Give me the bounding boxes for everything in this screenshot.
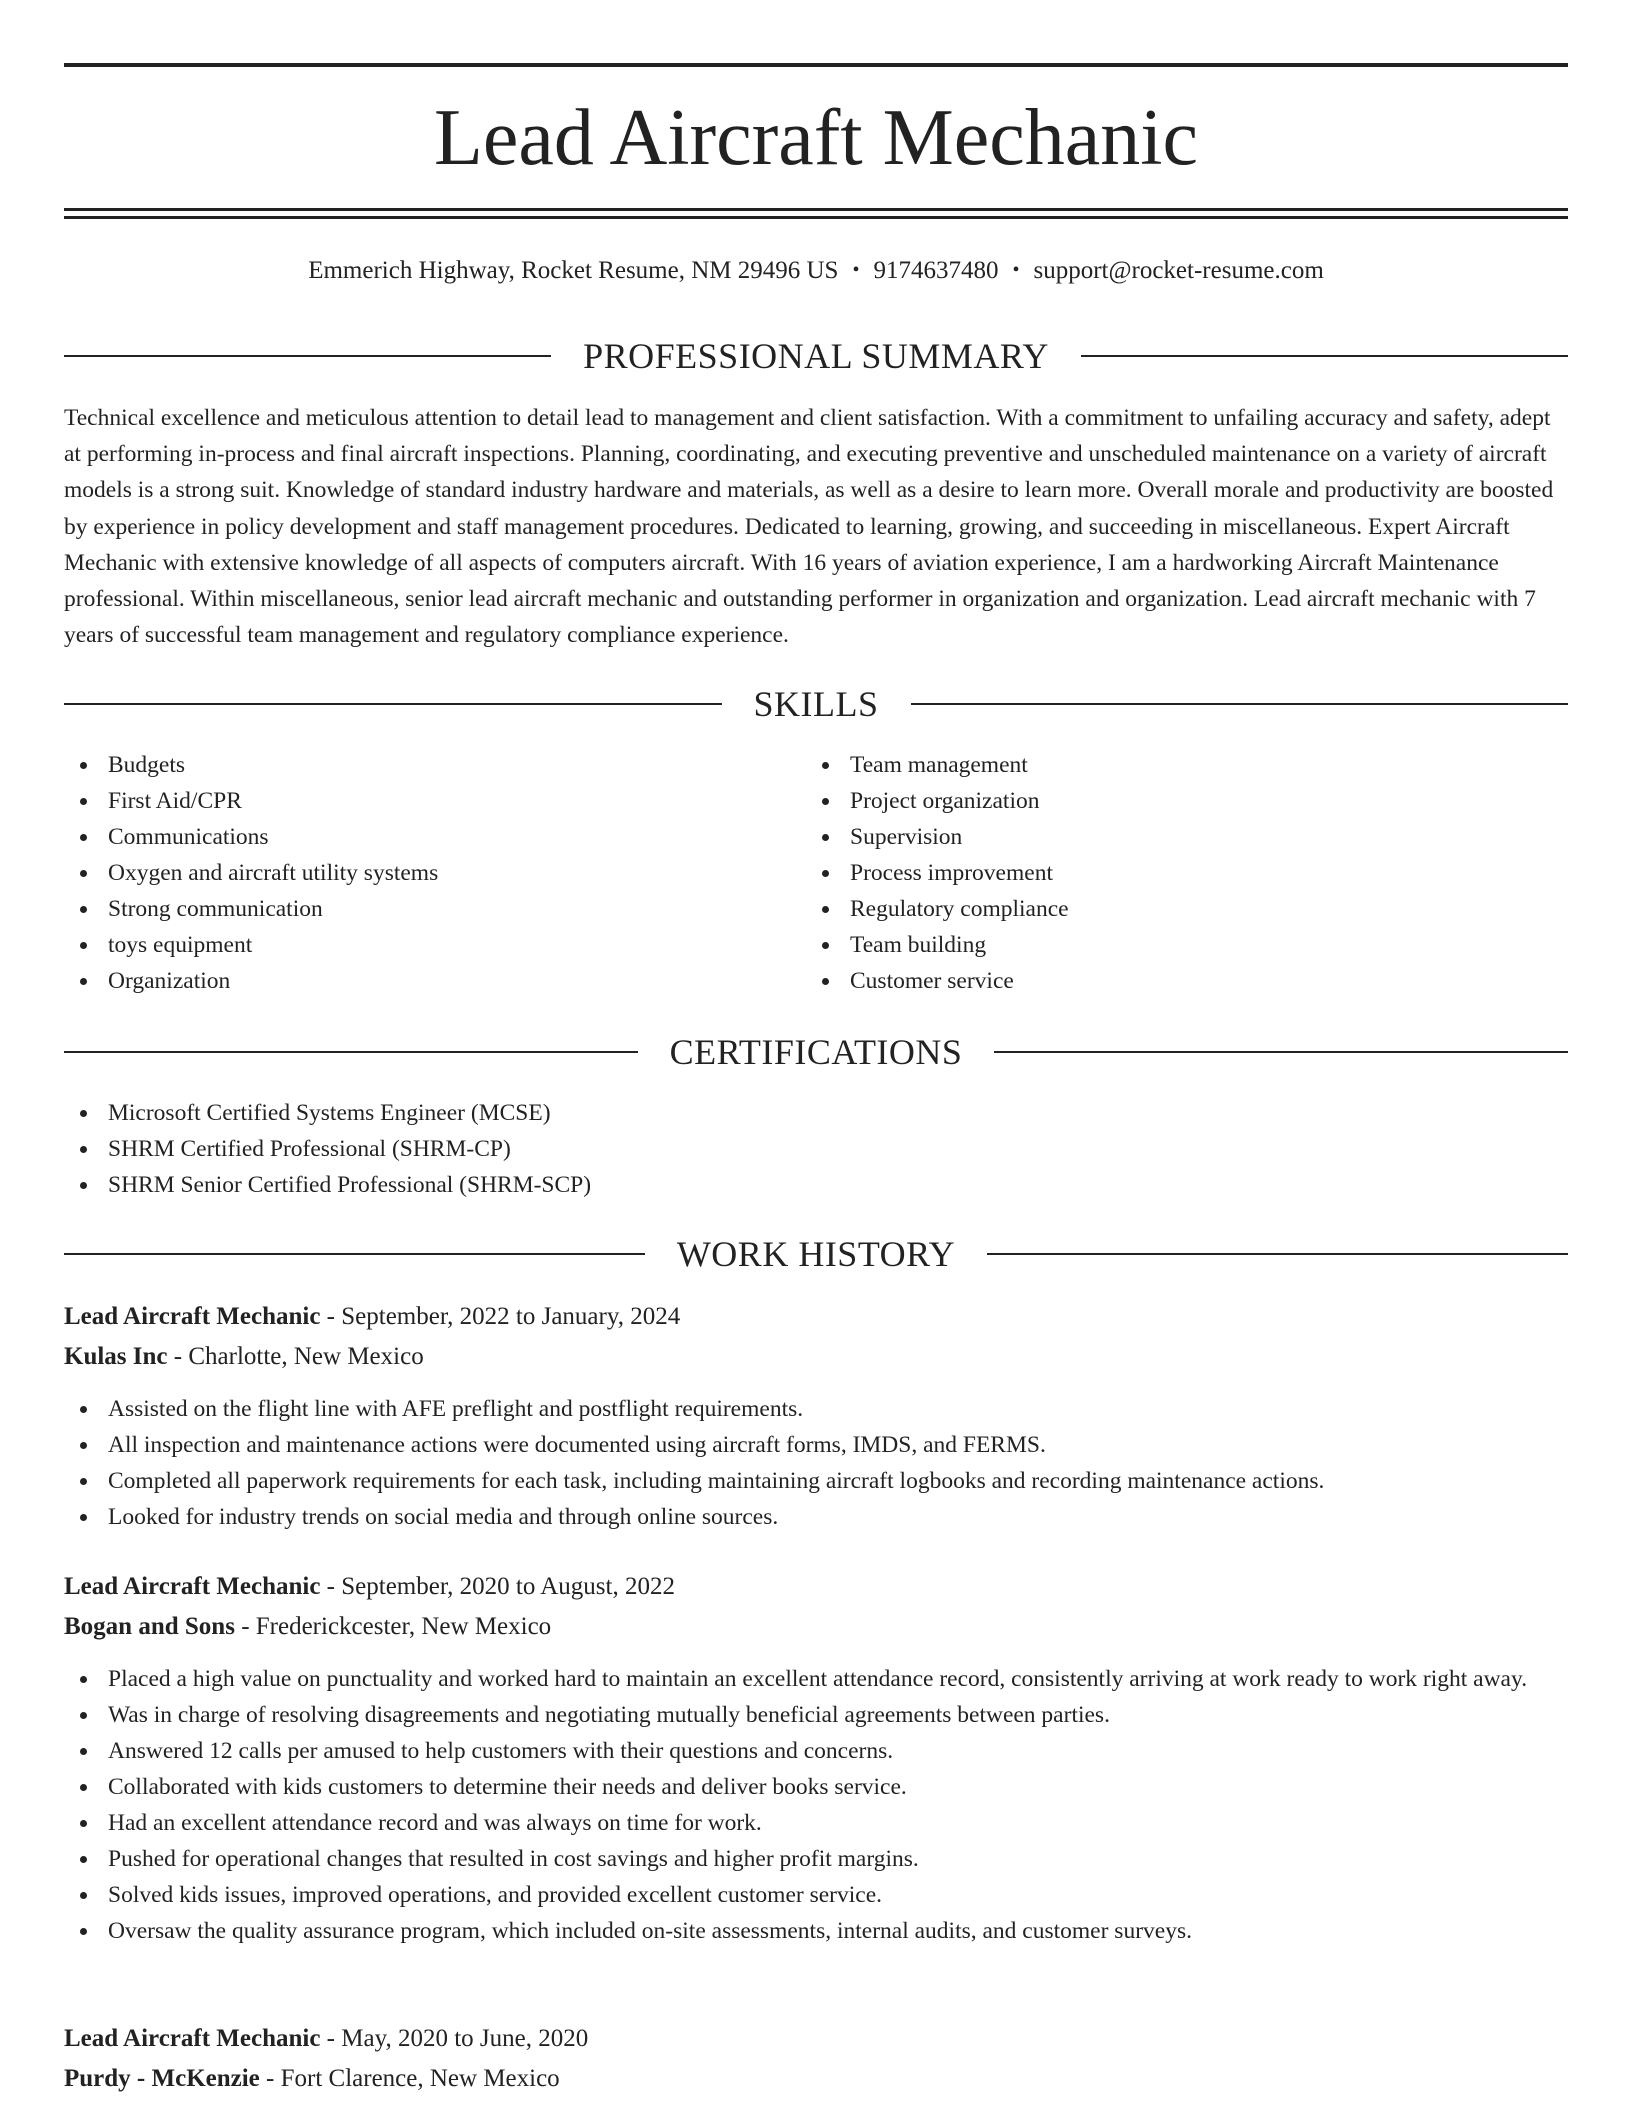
job-dates: September, 2020 to August, 2022 (341, 1573, 675, 1600)
section-title: SKILLS (753, 684, 879, 724)
header-top-rule (64, 63, 1568, 67)
skill-item: Project organization (806, 783, 1506, 819)
job-title: Lead Aircraft Mechanic (64, 1303, 321, 1330)
certifications-list (64, 1095, 1568, 1203)
section-rule (987, 1253, 1568, 1255)
skill-item: Oxygen and aircraft utility systems (64, 855, 764, 891)
certifications-section-header (64, 1030, 1568, 1074)
skill-item: First Aid/CPR (64, 783, 764, 819)
skill-item: Communications (64, 819, 764, 855)
certification-item: SHRM Senior Certified Professional (SHRM-SCP) (64, 1167, 1568, 1203)
header-double-rule (64, 208, 1568, 211)
skill-item: Budgets (64, 747, 764, 783)
section-title: CERTIFICATIONS (669, 1032, 963, 1072)
skills-section-header (64, 682, 1568, 726)
job-dates: May, 2020 to June, 2020 (341, 2025, 589, 2052)
contact-phone: 9174637480 (873, 257, 999, 284)
skill-item: Regulatory compliance (806, 891, 1506, 927)
job-title: Lead Aircraft Mechanic (64, 2025, 321, 2052)
joiner: - (320, 2025, 342, 2052)
job-bullets (64, 1661, 1568, 1949)
job-bullet: Completed all paperwork requirements for each task, including maintaining aircraft logbooks and recording maintenance actions. (64, 1463, 1568, 1499)
skill-item: Team management (806, 747, 1506, 783)
job-company: Bogan and Sons (64, 1613, 235, 1640)
job-bullet: Had an excellent attendance record and was always on time for work. (64, 1805, 1568, 1841)
job-bullet: Assisted on the flight line with AFE preflight and postflight requirements. (64, 1391, 1568, 1427)
job-company-line (64, 2059, 1568, 2099)
contact-separator: • (852, 259, 860, 281)
skills-list-right (806, 747, 1506, 999)
job-company: Purdy - McKenzie (64, 2065, 260, 2092)
job-location: Frederickcester, New Mexico (255, 1613, 552, 1640)
summary-text: Technical excellence and meticulous attention to detail lead to management and client satisfaction. With a commitment to unfailing accuracy and safety, adept at performing in-process and final aircraft inspections. Planning, coordinating, and executing preventive and unscheduled maintenance on a variety of aircraft models is a strong suit. Knowledge of standard industry hardware and materials, as well as a desire to learn more. Overall morale and productivity are boosted by experience in policy development and staff management procedures. Dedicated to learning, growing, and succeeding in miscellaneous. Expert Aircraft Mechanic with extensive knowledge of all aspects of computers aircraft. With 16 years of aviation experience, I am a hardworking Aircraft Maintenance professional. Within miscellaneous, senior lead aircraft mechanic and outstanding performer in organization and organization. Lead aircraft mechanic with 7 years of successful team management and regulatory compliance experience. (64, 405, 1554, 649)
certification-item: Microsoft Certified Systems Engineer (MCSE) (64, 1095, 1568, 1131)
job-location: Fort Clarence, New Mexico (280, 2065, 560, 2092)
joiner: - (234, 1613, 256, 1640)
skill-item: Organization (64, 963, 764, 999)
skill-item: Supervision (806, 819, 1506, 855)
section-rule (64, 1051, 638, 1053)
section-rule (1081, 355, 1568, 357)
job-bullet: Answered 12 calls per amused to help customers with their questions and concerns. (64, 1733, 1568, 1769)
section-rule (994, 1051, 1568, 1053)
work-history-section-header (64, 1232, 1568, 1276)
section-rule (64, 355, 551, 357)
header-double-rule (64, 216, 1568, 219)
job-bullet: Pushed for operational changes that resulted in cost savings and higher profit margins. (64, 1841, 1568, 1877)
job-title-line (64, 2019, 1568, 2059)
resume-title: Lead Aircraft Mechanic (433, 94, 1199, 182)
job-dates: September, 2022 to January, 2024 (341, 1303, 681, 1330)
job-title: Lead Aircraft Mechanic (64, 1573, 321, 1600)
summary-section-header (64, 334, 1568, 378)
job-bullet: Looked for industry trends on social media and through online sources. (64, 1499, 1568, 1535)
contact-email: support@rocket-resume.com (1033, 257, 1324, 284)
job-bullet: Oversaw the quality assurance program, which included on-site assessments, internal audits, and customer surveys. (64, 1913, 1568, 1949)
job-company: Kulas Inc (64, 1343, 168, 1370)
contact-separator: • (1012, 259, 1020, 281)
skill-item: Team building (806, 927, 1506, 963)
skill-item: Process improvement (806, 855, 1506, 891)
joiner: - (320, 1303, 342, 1330)
job-bullet: Solved kids issues, improved operations, and provided excellent customer service. (64, 1877, 1568, 1913)
job-bullet: All inspection and maintenance actions were documented using aircraft forms, IMDS, and FERMS. (64, 1427, 1568, 1463)
contact-line (64, 254, 1568, 289)
section-title: WORK HISTORY (676, 1234, 956, 1274)
certification-item: SHRM Certified Professional (SHRM-CP) (64, 1131, 1568, 1167)
job-location: Charlotte, New Mexico (188, 1343, 424, 1370)
skills-list-left (64, 747, 764, 999)
job-bullet: Was in charge of resolving disagreements and negotiating mutually beneficial agreements between parties. (64, 1697, 1568, 1733)
job-bullet: Collaborated with kids customers to determine their needs and deliver books service. (64, 1769, 1568, 1805)
section-title: PROFESSIONAL SUMMARY (583, 336, 1049, 376)
contact-address: Emmerich Highway, Rocket Resume, NM 29496 US (308, 257, 839, 284)
joiner: - (167, 1343, 189, 1370)
section-rule (64, 1253, 645, 1255)
joiner: - (320, 1573, 342, 1600)
section-rule (64, 703, 722, 705)
skill-item: toys equipment (64, 927, 764, 963)
job-bullets (64, 1391, 1568, 1535)
job-title-line (64, 1297, 1568, 1337)
skill-item: Strong communication (64, 891, 764, 927)
joiner: - (259, 2065, 281, 2092)
job-bullet: Placed a high value on punctuality and worked hard to maintain an excellent attendance record, consistently arriving at work ready to work right away. (64, 1661, 1568, 1697)
job-company-line (64, 1337, 1568, 1377)
skill-item: Customer service (806, 963, 1506, 999)
section-rule (911, 703, 1569, 705)
job-title-line (64, 1567, 1568, 1607)
job-company-line (64, 1607, 1568, 1647)
